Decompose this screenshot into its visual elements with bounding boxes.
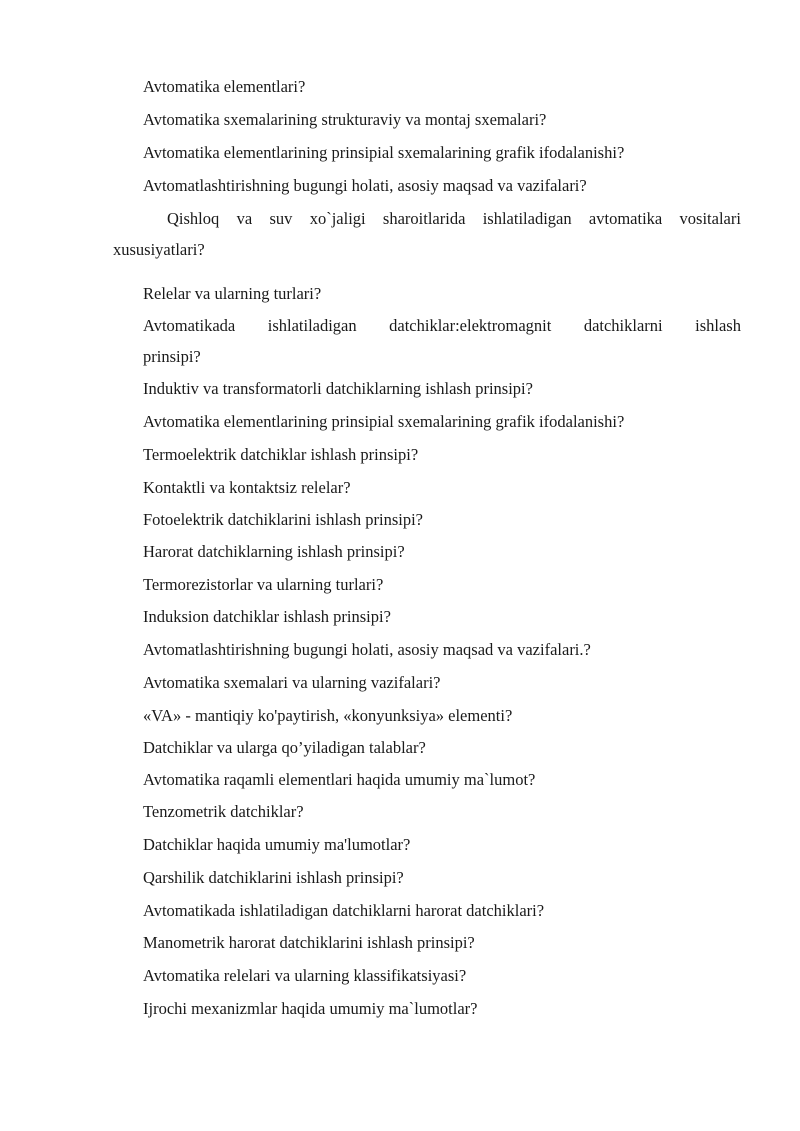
word: datchiklarni: [583, 316, 663, 335]
question-item: Induktiv va transformatorli datchiklarning ishlash prinsipi?: [143, 379, 533, 398]
question-item: Qarshilik datchiklarini ishlash prinsipi?: [143, 868, 404, 887]
question-item: Datchiklar va ularga qo’yiladigan talablar?: [143, 738, 426, 757]
question-5-line-1: [167, 209, 741, 229]
word: datchiklar:elektromagnit: [389, 316, 552, 335]
word: ishlatiladigan: [267, 316, 357, 335]
question-item: Kontaktli va kontaktsiz relelar?: [143, 478, 351, 497]
question-2: Avtomatika sxemalarining strukturaviy va montaj sxemalari?: [143, 110, 547, 129]
word: Avtomatikada: [143, 316, 236, 335]
question-6: Relelar va ularning turlari?: [143, 284, 322, 303]
word: suv: [269, 209, 293, 228]
question-item: Avtomatika sxemalari va ularning vazifalari?: [143, 673, 441, 692]
question-item: Tenzometrik datchiklar?: [143, 802, 304, 821]
question-item: Avtomatlashtirishning bugungi holati, asosiy maqsad va vazifalari.?: [143, 640, 591, 659]
question-item: Ijrochi mexanizmlar haqida umumiy ma`lumotlar?: [143, 999, 478, 1018]
word: Qishloq: [167, 209, 220, 228]
question-3: Avtomatika elementlarining prinsipial sxemalarining grafik ifodalanishi?: [143, 143, 625, 162]
word: avtomatika: [588, 209, 663, 228]
question-item: Avtomatika relelari va ularning klassifikatsiyasi?: [143, 966, 467, 985]
question-item: Termoelektrik datchiklar ishlash prinsipi?: [143, 445, 419, 464]
question-7-continuation: prinsipi?: [143, 347, 201, 366]
question-item: Datchiklar haqida umumiy ma'lumotlar?: [143, 835, 411, 854]
question-item: Termorezistorlar va ularning turlari?: [143, 575, 384, 594]
question-item: Harorat datchiklarning ishlash prinsipi?: [143, 542, 405, 561]
question-item: «VA» - mantiqiy ko'paytirish, «konyunksiya» elementi?: [143, 706, 513, 725]
question-item: Avtomatikada ishlatiladigan datchiklarni harorat datchiklari?: [143, 901, 545, 920]
question-item: Manometrik harorat datchiklarini ishlash prinsipi?: [143, 933, 475, 952]
question-item: Induksion datchiklar ishlash prinsipi?: [143, 607, 391, 626]
question-item: Fotoelektrik datchiklarini ishlash prinsipi?: [143, 510, 423, 529]
question-item: Avtomatika raqamli elementlari haqida umumiy ma`lumot?: [143, 770, 536, 789]
word: xo`jaligi: [309, 209, 366, 228]
question-5-continuation: xususiyatlari?: [113, 240, 205, 259]
question-1: Avtomatika elementlari?: [143, 77, 306, 96]
question-7-line-1: [143, 316, 741, 336]
word: va: [236, 209, 253, 228]
question-4: Avtomatlashtirishning bugungi holati, asosiy maqsad va vazifalari?: [143, 176, 587, 195]
word: sharoitlarida: [382, 209, 466, 228]
word: ishlatiladigan: [482, 209, 572, 228]
word: ishlash: [695, 316, 741, 335]
word: vositalari: [679, 209, 741, 228]
question-item: Avtomatika elementlarining prinsipial sxemalarining grafik ifodalanishi?: [143, 412, 625, 431]
